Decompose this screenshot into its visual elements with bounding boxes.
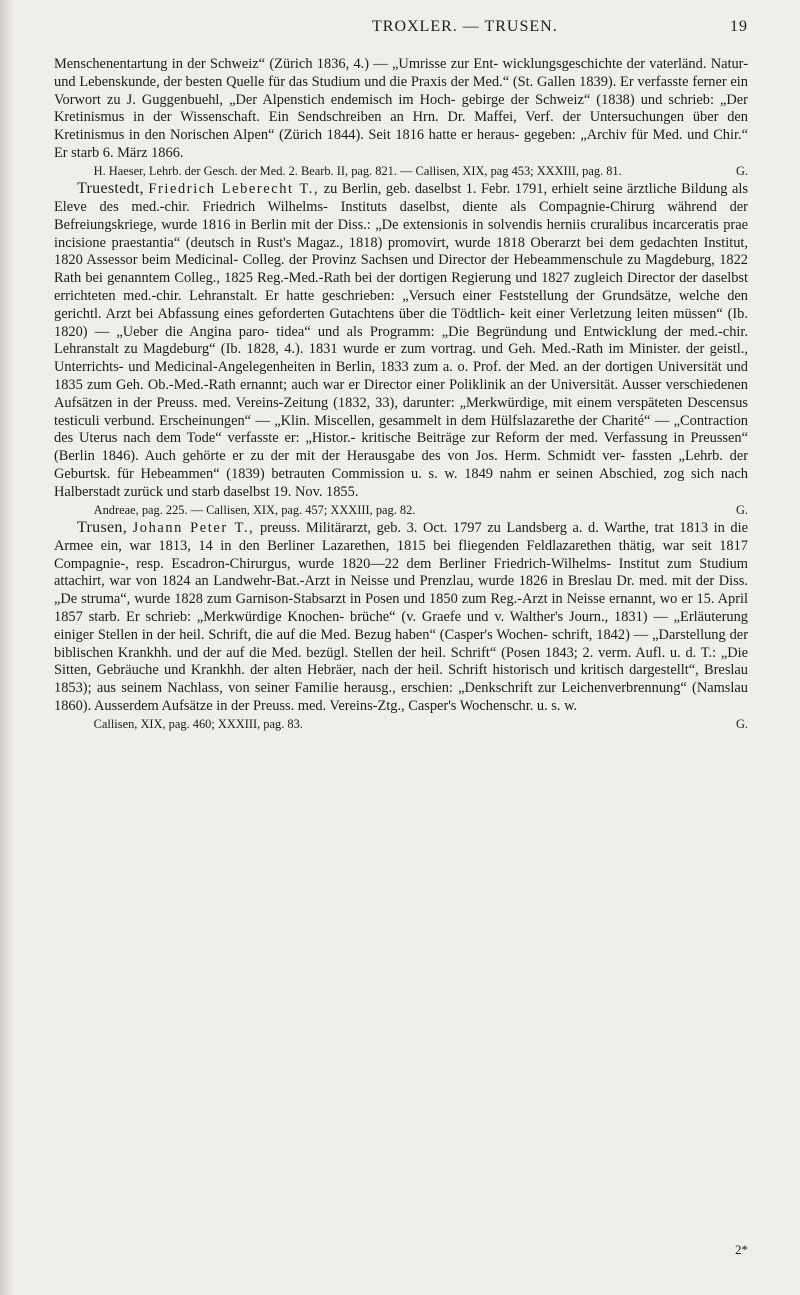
truestedt-line: Lehranstalt zu Magdeburg“ (Ib. 1828, 4.). 1831 wurde er zum vortrag. und xyxy=(54,341,503,358)
trusen-line: schrift, 1842) — „Darstellung der biblischen Krankhh. und der auf die Med. xyxy=(54,626,748,661)
truestedt-line: der Charité“ — „Contraction des Uterus nach dem Tode“ verfasste er: „Histor.- xyxy=(54,412,748,447)
trusen-line: Institut zum Studium attachirt, war von 1824 an Landwehr-Bat.-Arzt in Neisse xyxy=(54,555,748,590)
troxler-line: für das Studium und die Praxis der Med.“ (St. Gallen 1839). Er verfasste xyxy=(268,73,689,90)
truestedt-line: und 1827 zugleich Director der daselbst errichteten med.-chir. Lehranstalt. Er xyxy=(54,270,748,304)
trusen-line: Familie herausg., erschien: „Denkschrift zur Leichenverbrennung“ (Namslau 1860). xyxy=(54,680,748,714)
trusen-sources xyxy=(54,716,748,733)
truestedt-line: verbund. Erscheinungen“ — „Klin. Miscellen, gesammelt in dem Hülfslazarethe xyxy=(103,412,575,429)
truestedt-line: zum Geh. Ob.-Med.-Rath ernannt; auch war er Director einer Poliklinik an der xyxy=(87,376,547,393)
truestedt-line: (1832, 33), darunter: „Merkwürdige, mit einem verspäteten Descensus testiculi xyxy=(54,394,748,429)
troxler-entry xyxy=(54,56,748,163)
troxler-line: Kretinismus in den Norischen Alpen“ (Zürich 1844). Seit 1816 hatte er heraus- xyxy=(54,127,520,144)
truestedt-line: wurde 1818 Oberarzt bei dem gedachten Institut, 1820 Assessor beim Medicinal- xyxy=(54,234,748,269)
truestedt-line: fassten „Lehrb. der Geburtsk. für Hebeammen“ (1839) betrauten Commission u. s. w. xyxy=(54,448,749,482)
troxler-line: Menschenentartung in der Schweiz“ (Zürich 1836, 4.) — „Umrisse zur Ent- xyxy=(54,56,499,72)
printer-signature-mark: 2* xyxy=(735,1242,748,1257)
entry-name: Trusen, xyxy=(77,518,127,536)
troxler-line: gegeben: „Archiv für Med. und Chir.“ Er starb 6. März 1866. xyxy=(54,127,748,161)
trusen-line: resp. Escadron-Chirurgus, wurde 1820—22 dem Berliner Friedrich-Wilhelms- xyxy=(136,555,612,572)
trusen-line: ernannt, wo er 15. April 1857 starb. Er schrieb: „Merkwürdige Knochen- xyxy=(54,591,748,625)
truestedt-line: tidea“ und als Programm: „Die Begründung und Entwicklung der med.-chir. xyxy=(276,323,748,340)
page-body xyxy=(54,56,748,733)
page-number: 19 xyxy=(730,18,748,35)
truestedt-line: gerichtl. Arzt bei Abfassung eines geforderten Gutachtens über die Tödtlich- xyxy=(54,305,505,322)
truestedt-line: Geh. Med.-Rath im Minister. der geistl., Unterrichts- und Medicinal-Angelegenheiten xyxy=(54,341,748,376)
source-line: H. Haeser, Lehrb. der Gesch. der Med. 2. Bearb. II, pag. 821. — Callisen, xyxy=(93,163,460,178)
trusen-line: Ausserdem Aufsätze in der Preuss. med. Vereins-Ztg., Casper's Wochenschr. u. s. w. xyxy=(93,697,578,714)
trusen-line: 1828 zum Garnison-Stabsarzt in Posen und 1850 zum Reg.-Arzt in Neisse xyxy=(174,591,606,608)
truestedt-line: kritische Beiträge zur Reform der med. Verfassung in Preussen“ (Berlin 1846). xyxy=(54,430,748,465)
trusen-line: Sitten, Gebräuche und Krankhh. der alten Hebräer, nach der heil. Schrift xyxy=(54,662,488,679)
source-line: Andreae, pag. 225. — Callisen, XIX, pag. 457; XXXIII, pag. 82. xyxy=(93,502,416,517)
troxler-line: ferner ein Vorwort zu J. Guggenbuehl, „Der Alpenstich endemisch im Hoch- xyxy=(54,73,748,108)
trusen-line: Landsberg a. d. Warthe, trat 1813 in die Armee ein, war 1813, 14 in den Berliner xyxy=(54,519,749,554)
truestedt-line: 1849 nahm er seinen Abschied, zog sich nach Halberstadt zurück und starb daselbst xyxy=(54,465,748,500)
truestedt-line: 1791, erhielt seine ärztliche Bildung als Eleve des med.-chir. Friedrich Wilhelms- xyxy=(54,181,748,215)
truestedt-line: 1822 Rath bei genanntem Colleg., 1825 Reg.-Med.-Rath bei der dortigen Regierung xyxy=(54,252,748,287)
trusen-line: bezügl. Stellen der heil. Schrift“ (Posen 1843; 2. verm. Aufl. u. d. T.: „Die xyxy=(306,644,748,661)
trusen-entry xyxy=(54,519,748,716)
running-head: TROXLER. — TRUSEN. xyxy=(372,18,558,35)
troxler-line: gebirge der Schweiz“ (1838) und schrieb: „Der Kretinismus in der Wissenschaft. xyxy=(54,91,748,126)
truestedt-line: Auch gehörte er zu der mit der Herausgabe des von Jos. Herm. Schmidt ver- xyxy=(144,448,626,465)
author-signature: G. xyxy=(735,716,748,731)
truestedt-line: wurde 1816 in Berlin mit der Diss.: „De extensionis in solvendis herniis cruralibus xyxy=(161,216,648,233)
entry-given-name: Johann Peter T., xyxy=(132,519,255,536)
trusen-line: Lazarethen, 1815 bei fliegenden Feldlazarethen thätig, war seit 1817 Compagnie-, xyxy=(54,537,748,572)
trusen-line: preuss. Militärarzt, geb. 3. Oct. 1797 zu xyxy=(259,519,501,536)
truestedt-line: keit einer Verletzung leiten müssen“ (Ib. 1820) — „Ueber die Angina paro- xyxy=(54,305,748,340)
trusen-line: Stellen in der heil. Schrift, die auf die Med. Bezug haben“ (Casper's Wochen- xyxy=(97,626,549,643)
truestedt-line: 19. Nov. 1855. xyxy=(273,483,359,500)
truestedt-entry xyxy=(54,180,748,501)
truestedt-sources xyxy=(54,502,748,519)
truestedt-line: Instituts daselbst, diente als Compagnie-Chirurg während der Befreiungskriege, xyxy=(54,198,748,233)
author-signature: G. xyxy=(735,502,748,517)
trusen-line: und Prenzlau, wurde 1826 in Breslau Dr. med. mit der Diss. „De struma“, wurde xyxy=(54,573,748,608)
truestedt-line: Universität. Ausser verschiedenen Aufsätzen in der Preuss. med. Vereins-Zeitung xyxy=(54,376,748,411)
trusen-line: brüche“ (v. Graefe und v. Walther's Journ., 1831) — „Erläuterung einiger xyxy=(54,608,748,643)
truestedt-line: zu Berlin, geb. daselbst 1. Febr. xyxy=(323,181,511,198)
page-header xyxy=(54,18,748,40)
truestedt-line: Colleg. der Provinz Sachsen und Director der Hebeammenschule zu Magdeburg, xyxy=(242,252,715,269)
trusen-line: historisch und kritisch dargestellt“, Breslau 1853); aus seinem Nachlass, von seiner xyxy=(54,662,749,697)
truestedt-line: in Berlin, 1833 zum a. o. Prof. der Med. an der dortigen Universität und 1835 xyxy=(54,359,748,393)
truestedt-line: incarceratis prae incisione praestantia“ (deutsch in Rust's Magaz., 1818) promovirt, xyxy=(54,216,749,251)
truestedt-line: hatte geschrieben: „Versuch einer Feststellung der Grundsätze, welche den xyxy=(286,287,748,304)
entry-given-name: Friedrich Leberecht T., xyxy=(148,181,320,198)
source-line: Callisen, XIX, pag. 460; XXXIII, pag. 83. xyxy=(93,716,303,731)
troxler-sources xyxy=(54,163,748,180)
source-line: XIX, pag 453; XXXIII, pag. 81. xyxy=(462,163,622,178)
troxler-line: Ein Sendschreiben an Hrn. Dr. Maffei, Verf. der Untersuchungen über den xyxy=(268,109,748,126)
page-edge-shadow xyxy=(0,0,14,1295)
entry-name: Truestedt, xyxy=(77,180,144,198)
troxler-line: wicklungsgeschichte der vaterländ. Natur- und Lebenskunde, der besten Quelle xyxy=(54,56,748,90)
author-signature: G. xyxy=(735,163,748,178)
